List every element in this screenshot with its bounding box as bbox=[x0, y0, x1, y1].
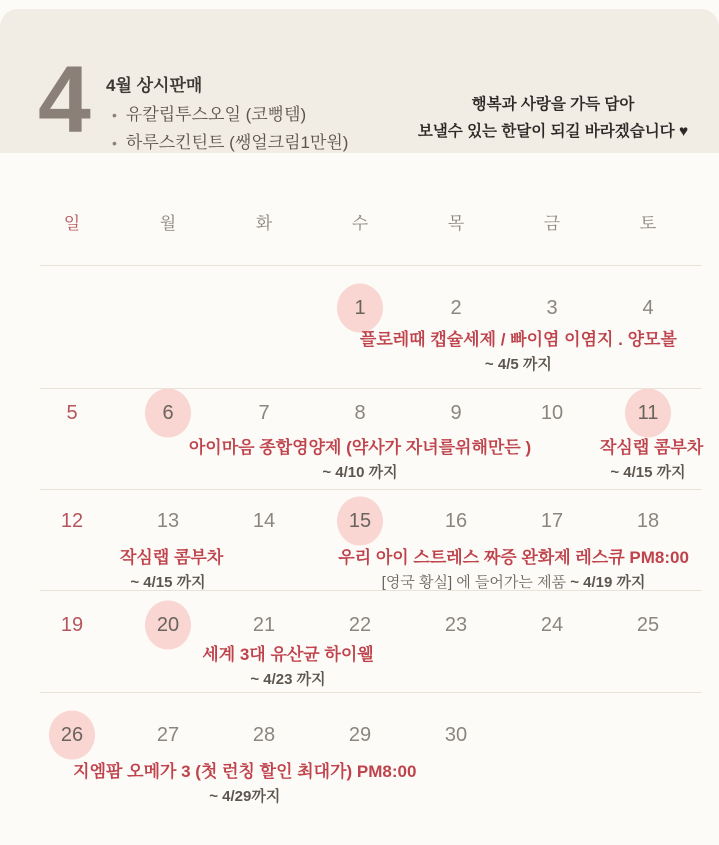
event-title: 플로레때 캡슐세제 / 빠이염 이염지 . 양모볼 bbox=[359, 330, 677, 349]
day-number: 25 bbox=[636, 614, 660, 636]
sale-item-label: 유칼립투스오일 (코뻥템) bbox=[125, 105, 307, 124]
day-number: 19 bbox=[60, 614, 84, 636]
day-30 bbox=[408, 711, 504, 759]
day-number: 11 bbox=[637, 402, 659, 424]
event-range: ~ 4/5 까지 bbox=[484, 356, 552, 373]
week-row-5 bbox=[0, 692, 719, 845]
event-period bbox=[600, 462, 696, 484]
day-22 bbox=[312, 601, 408, 649]
sale-item-label: 하루스킨틴트 (쌩얼크림1만원) bbox=[125, 133, 349, 152]
day-27 bbox=[120, 711, 216, 759]
weekday-토: 토 bbox=[639, 214, 657, 233]
event-gmpharm-omega3 bbox=[53, 761, 437, 808]
day-6 bbox=[120, 389, 216, 437]
event-range: ~ 4/23 까지 bbox=[250, 671, 326, 688]
weekday-header-row bbox=[0, 195, 719, 265]
event-title: 아이마음 종합영양제 (약사가 자녀를위해만든 ) bbox=[188, 438, 532, 457]
month-sale-info bbox=[106, 71, 348, 157]
day-number: 26 bbox=[60, 724, 84, 746]
day-number: 20 bbox=[156, 614, 180, 636]
day-number: 15 bbox=[348, 510, 372, 532]
day-18 bbox=[600, 497, 696, 545]
event-range: ~ 4/15 까지 bbox=[130, 574, 206, 591]
day-24 bbox=[504, 601, 600, 649]
day-5 bbox=[24, 389, 120, 437]
event-floretta bbox=[326, 329, 710, 376]
day-7 bbox=[216, 389, 312, 437]
weekday-월: 월 bbox=[159, 214, 177, 233]
day-29 bbox=[312, 711, 408, 759]
day-19 bbox=[24, 601, 120, 649]
day-number: 1 bbox=[354, 297, 366, 319]
day-17 bbox=[504, 497, 600, 545]
day-23 bbox=[408, 601, 504, 649]
weekday-화: 화 bbox=[255, 214, 273, 233]
greeting-message bbox=[388, 91, 718, 145]
day-number: 21 bbox=[252, 614, 276, 636]
event-period bbox=[120, 462, 600, 484]
week-row-4 bbox=[0, 590, 719, 692]
event-hiwell bbox=[144, 644, 432, 691]
event-note: [영국 황실] 에 들어가는 제품 bbox=[381, 574, 571, 591]
sale-items-list bbox=[106, 101, 348, 157]
calendar-weeks bbox=[0, 265, 719, 845]
day-number: 6 bbox=[162, 402, 174, 424]
day-number: 8 bbox=[354, 402, 366, 424]
day-number: 7 bbox=[258, 402, 270, 424]
sale-item-2 bbox=[106, 129, 348, 157]
event-rescue bbox=[322, 547, 706, 594]
day-10 bbox=[504, 389, 600, 437]
week-row-2 bbox=[0, 388, 719, 489]
header-band bbox=[0, 9, 719, 153]
day-number: 17 bbox=[540, 510, 564, 532]
event-range: ~ 4/15 까지 bbox=[610, 464, 686, 481]
day-number: 18 bbox=[636, 510, 660, 532]
day-number: 27 bbox=[156, 724, 180, 746]
day-20 bbox=[120, 601, 216, 649]
event-range: ~ 4/10 까지 bbox=[322, 464, 398, 481]
weekday-수: 수 bbox=[351, 214, 369, 233]
day-number: 22 bbox=[348, 614, 372, 636]
greeting-line-2: 보낼수 있는 한달이 되길 바라겠습니다 ♥ bbox=[417, 123, 689, 140]
event-title: 세계 3대 유산균 하이웰 bbox=[202, 645, 374, 664]
event-title: 지엠팜 오메가 3 (첫 런칭 할인 최대가) PM8:00 bbox=[73, 762, 417, 781]
day-3 bbox=[504, 284, 600, 332]
day-number: 30 bbox=[444, 724, 468, 746]
day-26 bbox=[24, 711, 120, 759]
event-jaksimlab-kombucha-2 bbox=[120, 547, 224, 594]
event-title: 작심랩 콤부차 bbox=[120, 548, 224, 567]
day-25 bbox=[600, 601, 696, 649]
event-aimaeum bbox=[120, 437, 600, 484]
weekday-일: 일 bbox=[63, 214, 81, 233]
bullet-icon: • bbox=[112, 135, 117, 151]
sale-item-1 bbox=[106, 101, 348, 129]
month-number: 4 bbox=[38, 47, 91, 153]
day-number: 9 bbox=[450, 402, 462, 424]
day-number: 5 bbox=[66, 402, 78, 424]
day-number: 14 bbox=[252, 510, 276, 532]
day-21 bbox=[216, 601, 312, 649]
event-title: 작심랩 콤부차 bbox=[600, 438, 704, 457]
day-number: 2 bbox=[450, 297, 462, 319]
day-number: 13 bbox=[156, 510, 180, 532]
day-number: 29 bbox=[348, 724, 372, 746]
day-number: 28 bbox=[252, 724, 276, 746]
weekday-금: 금 bbox=[543, 214, 561, 233]
day-number: 12 bbox=[60, 510, 84, 532]
weekday-목: 목 bbox=[447, 214, 465, 233]
greeting-line-1: 행복과 사랑을 가득 담아 bbox=[471, 96, 635, 113]
day-number: 10 bbox=[540, 402, 564, 424]
week-row-3 bbox=[0, 489, 719, 590]
day-9 bbox=[408, 389, 504, 437]
event-jaksimlab-kombucha-1 bbox=[600, 437, 704, 484]
event-period bbox=[53, 786, 437, 808]
month-sale-title: 4월 상시판매 bbox=[106, 76, 203, 95]
event-period bbox=[144, 669, 432, 691]
week-row-1 bbox=[0, 265, 719, 388]
day-number: 23 bbox=[444, 614, 468, 636]
event-title: 우리 아이 스트레스 짜증 완화제 레스큐 PM8:00 bbox=[338, 548, 689, 567]
day-number: 24 bbox=[540, 614, 564, 636]
day-number: 4 bbox=[642, 297, 654, 319]
event-range: ~ 4/29까지 bbox=[209, 788, 281, 805]
day-28 bbox=[216, 711, 312, 759]
day-1 bbox=[312, 284, 408, 332]
event-period bbox=[326, 354, 710, 376]
day-13 bbox=[120, 497, 216, 545]
day-15 bbox=[312, 497, 408, 545]
day-11 bbox=[600, 389, 696, 437]
bullet-icon: • bbox=[112, 107, 117, 123]
day-number: 16 bbox=[444, 510, 468, 532]
day-14 bbox=[216, 497, 312, 545]
day-8 bbox=[312, 389, 408, 437]
day-12 bbox=[24, 497, 120, 545]
day-16 bbox=[408, 497, 504, 545]
event-range: ~ 4/19 까지 bbox=[570, 574, 646, 591]
day-4 bbox=[600, 284, 696, 332]
calendar-grid bbox=[0, 195, 719, 845]
day-number: 3 bbox=[546, 297, 558, 319]
day-2 bbox=[408, 284, 504, 332]
